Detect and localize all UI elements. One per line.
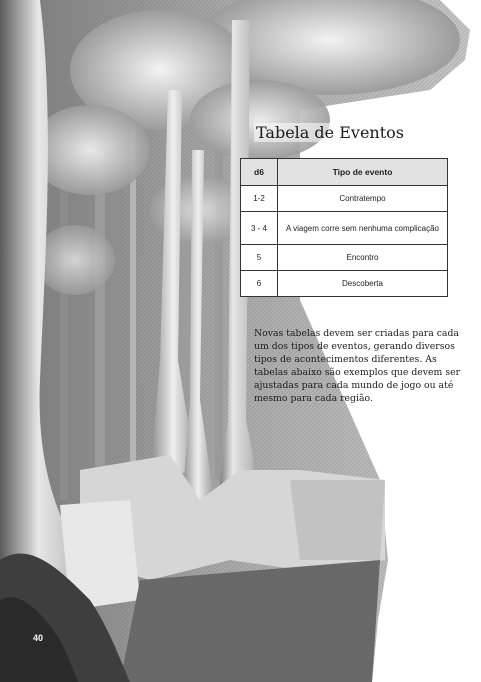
event-cell: Encontro xyxy=(278,245,448,271)
event-cell: Contratempo xyxy=(278,186,448,212)
table-row xyxy=(241,212,448,245)
event-cell: A viagem corre sem nenhuma complicação xyxy=(278,212,448,245)
column-header-event-type: Tipo de evento xyxy=(278,159,448,186)
section-title: Tabela de Eventos xyxy=(256,123,404,142)
roll-cell: 1-2 xyxy=(241,186,278,212)
event-table xyxy=(240,158,448,297)
table-row xyxy=(241,245,448,271)
column-header-d6: d6 xyxy=(241,159,278,186)
roll-cell: 6 xyxy=(241,271,278,297)
table-row xyxy=(241,186,448,212)
roll-cell: 3 - 4 xyxy=(241,212,278,245)
table-row xyxy=(241,271,448,297)
body-paragraph: Novas tabelas devem ser criadas para cada um dos tipos de eventos, gerando diversos tipos de acontecimentos diferentes. As tabelas abaixo são exemplos que devem ser ajustadas para cada mundo de jogo ou até mesmo para cada região. xyxy=(254,328,461,404)
table-header-row xyxy=(241,159,448,186)
event-cell: Descoberta xyxy=(278,271,448,297)
page-number: 40 xyxy=(33,633,44,643)
roll-cell: 5 xyxy=(241,245,278,271)
